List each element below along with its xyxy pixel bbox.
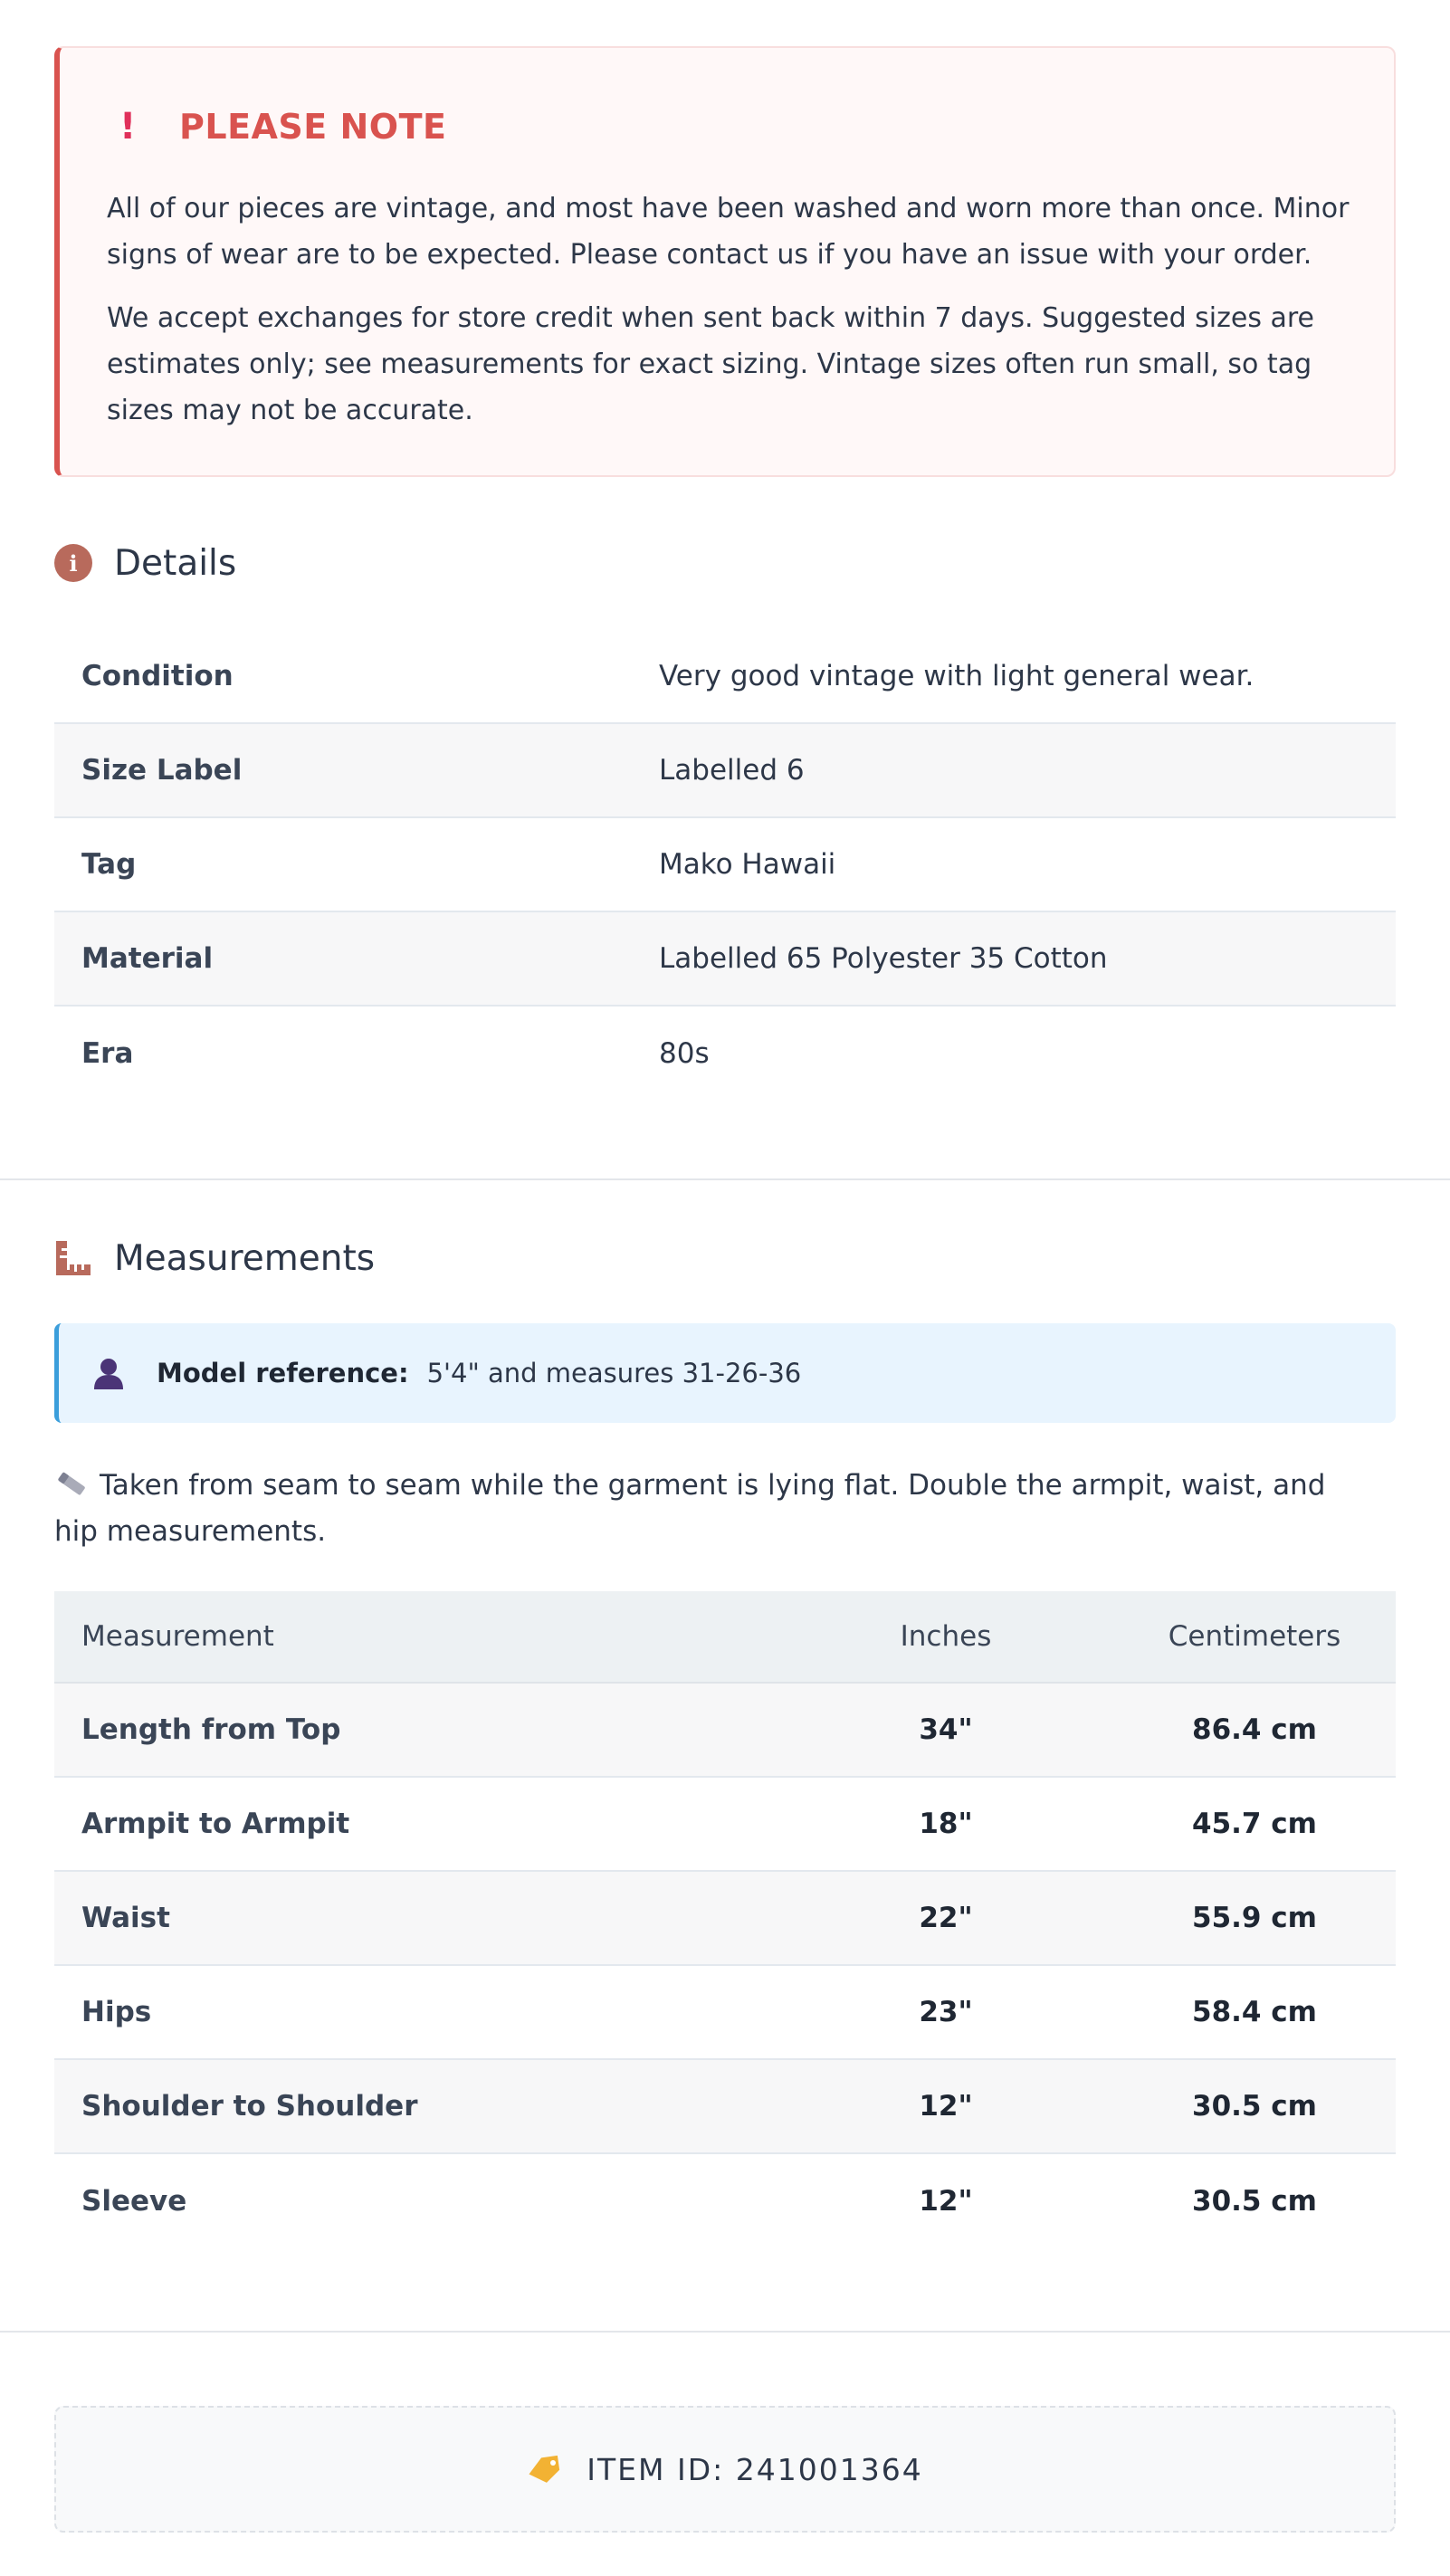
measurement-inches: 12" — [919, 2185, 973, 2218]
please-note-box — [54, 46, 1396, 477]
measurement-inches: 12" — [919, 2090, 973, 2123]
notice-header — [119, 104, 446, 149]
details-row-tag — [54, 818, 1396, 912]
details-value: Labelled 6 — [659, 754, 805, 787]
info-circle-icon: i — [54, 544, 92, 582]
table-row — [54, 2154, 1396, 2248]
table-row — [54, 1872, 1396, 1966]
table-row — [54, 1778, 1396, 1872]
table-row — [54, 2060, 1396, 2154]
details-label: Tag — [81, 848, 137, 881]
measurements-table — [54, 1591, 1396, 2248]
pencil-icon — [54, 1466, 87, 1495]
measurements-table-body — [54, 1684, 1396, 2248]
measurement-cm: 45.7 cm — [1192, 1808, 1317, 1840]
item-id-box — [54, 2406, 1396, 2533]
details-row-size-label — [54, 724, 1396, 818]
details-label: Size Label — [81, 754, 243, 787]
model-reference-label: Model reference: — [157, 1358, 409, 1388]
person-icon — [93, 1357, 124, 1389]
measurement-cm: 58.4 cm — [1192, 1996, 1317, 2028]
header-centimeters: Centimeters — [1168, 1620, 1341, 1653]
details-row-era — [54, 1007, 1396, 1101]
measurement-inches: 18" — [919, 1808, 973, 1840]
details-label: Condition — [81, 660, 234, 692]
measurement-cm: 86.4 cm — [1192, 1713, 1317, 1746]
header-inches: Inches — [900, 1620, 992, 1653]
tag-icon — [527, 2454, 563, 2485]
measurement-name: Sleeve — [81, 2185, 187, 2218]
measurement-name: Shoulder to Shoulder — [81, 2090, 418, 2123]
measurement-name: Waist — [81, 1902, 170, 1934]
measurement-cm: 30.5 cm — [1192, 2090, 1317, 2123]
measurement-note — [54, 1463, 1376, 1555]
measurement-inches: 22" — [919, 1902, 973, 1934]
table-row — [54, 1684, 1396, 1778]
measurements-title: Measurements — [114, 1237, 376, 1279]
measurement-note-text: Taken from seam to seam while the garment is lying flat. Double the armpit, waist, and hip measurements. — [54, 1469, 1326, 1548]
measurement-inches: 23" — [919, 1996, 973, 2028]
measurement-inches: 34" — [919, 1713, 973, 1746]
details-table — [54, 630, 1396, 1101]
measurements-heading — [54, 1236, 375, 1281]
notice-paragraph-1: All of our pieces are vintage, and most have been washed and worn more than once. Minor signs of wear are to be expected. Please contact us if you have an issue with your order. — [107, 193, 1350, 271]
details-label: Era — [81, 1037, 134, 1070]
details-row-condition — [54, 630, 1396, 724]
exclamation-icon: ! — [119, 106, 137, 148]
notice-title: PLEASE NOTE — [179, 107, 447, 147]
details-value: Very good vintage with light general wear. — [659, 660, 1254, 692]
model-reference-box — [54, 1323, 1396, 1423]
header-measurement: Measurement — [81, 1620, 274, 1653]
measurement-name: Length from Top — [81, 1713, 341, 1746]
notice-paragraph-2: We accept exchanges for store credit when sent back within 7 days. Suggested sizes are estimates only; see measurements for exact sizing. Vintage sizes often run small, so tag sizes may not be accurate. — [107, 302, 1315, 426]
measurement-name: Armpit to Armpit — [81, 1808, 350, 1840]
details-heading — [54, 540, 236, 586]
measurement-cm: 30.5 cm — [1192, 2185, 1317, 2218]
measurement-cm: 55.9 cm — [1192, 1902, 1317, 1934]
section-divider — [0, 1178, 1450, 1180]
section-divider — [0, 2331, 1450, 2333]
model-reference-value: 5'4" and measures 31-26-36 — [426, 1358, 802, 1388]
details-row-material — [54, 912, 1396, 1007]
table-row — [54, 1966, 1396, 2060]
details-title: Details — [114, 542, 237, 584]
ruler-icon — [54, 1239, 92, 1277]
measurement-name: Hips — [81, 1996, 152, 2028]
details-label: Material — [81, 942, 214, 975]
details-value: Labelled 65 Polyester 35 Cotton — [659, 942, 1108, 975]
details-value: 80s — [659, 1037, 710, 1070]
measurements-table-header — [54, 1591, 1396, 1684]
item-id-text: ITEM ID: 241001364 — [587, 2451, 923, 2487]
details-value: Mako Hawaii — [659, 848, 836, 881]
